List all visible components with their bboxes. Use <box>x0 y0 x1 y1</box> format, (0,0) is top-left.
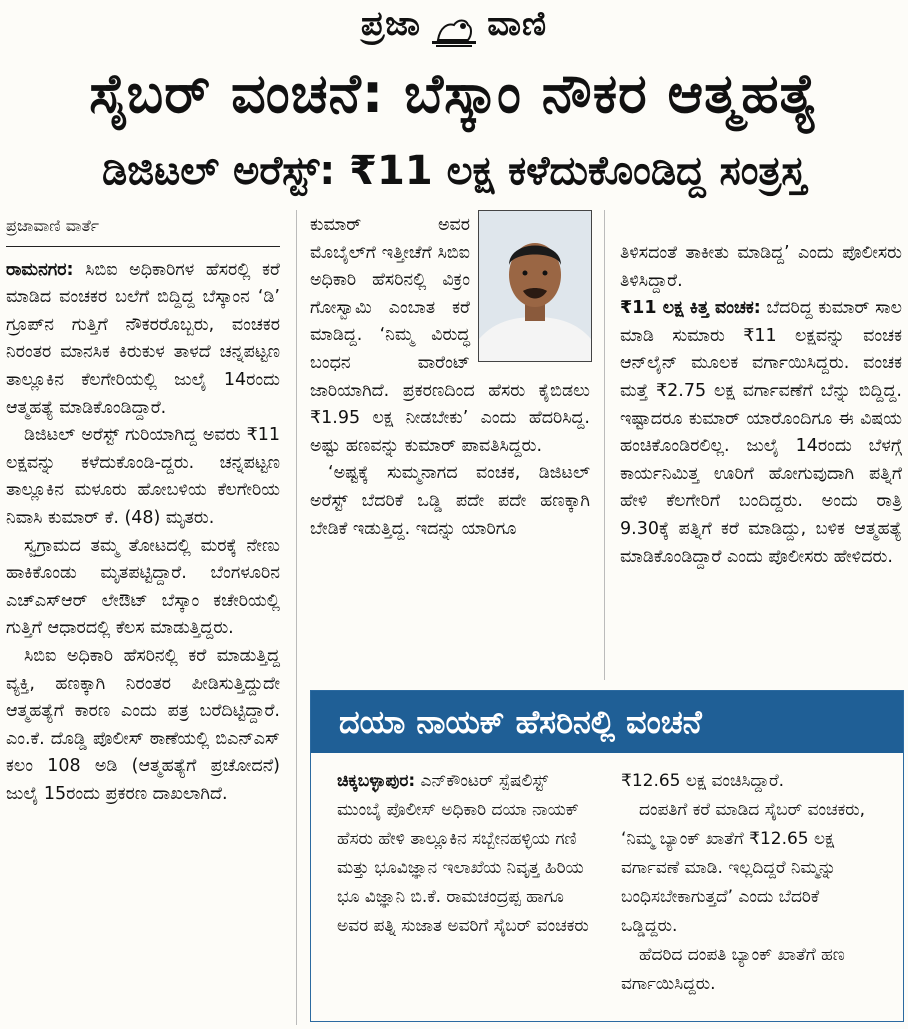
article-column-1 <box>6 212 280 808</box>
paragraph <box>620 295 902 571</box>
paragraph: ‘ಅಷ್ಟಕ್ಕೆ ಸುಮ್ಮನಾಗದ ವಂಚಕ, ಡಿಜಿಟಲ್ ಅರೆಸ್ಟ್ ಬೆದರಿಕೆ ಒಡ್ಡಿ ಪದೇ ಪದೇ ಹಣಕ್ಕಾಗಿ ಬೇಡಿಕೆ ಇಡುತ್ತಿದ್ದ. ಇದನ್ನು ಯಾರಿಗೂ <box>310 463 590 539</box>
paragraph-text: ಸಿಬಿಐ ಅಧಿಕಾರಿಗಳ ಹೆಸರಲ್ಲಿ ಕರೆ ಮಾಡಿದ ವಂಚಕರ ಬಲೆಗೆ ಬಿದ್ದಿದ್ದ ಬೆಸ್ಕಾಂನ ‘ಡಿ’ ಗ್ರೂಪ್‌ನ ಗುತ್ತಿಗೆ ನೌಕರರೊಬ್ಬರು, ವಂಚಕರ ನಿರಂತರ ಮಾನಸಿಕ ಕಿರುಕುಳ ತಾಳದೆ ಚನ್ನಪಟ್ಟಣ ತಾಲ್ಲೂಕಿನ ಕೆಲಗೇರಿಯಲ್ಲಿ ಜುಲೈ 14ರಂದು ಆತ್ಮಹತ್ಯೆ ಮಾಡಿಕೊಂಡಿದ್ದಾರೆ. <box>6 259 280 418</box>
paragraph: ಡಿಜಿಟಲ್ ಅರೆಸ್ಟ್ ಗುರಿಯಾಗಿದ್ದ ಅವರು ₹11 ಲಕ್ಷವನ್ನು ಕಳೆದುಕೊಂಡಿ-ದ್ದರು. ಚನ್ನಪಟ್ಟಣ ತಾಲ್ಲೂಕಿನ ಮಳೂರು ಹೋಬಳಿಯ ಕೆಲಗೇರಿಯ ನಿವಾಸಿ ಕುಮಾರ್ ಕೆ. (48) ಮೃತರು. <box>6 425 280 528</box>
byline: ಪ್ರಜಾವಾಣಿ ವಾರ್ತೆ <box>6 212 280 247</box>
person-portrait-icon <box>479 211 591 361</box>
headline: ಸೈಬರ್ ವಂಚನೆ: ಬೆಸ್ಕಾಂ ನೌಕರ ಆತ್ಮಹತ್ಯೆ <box>89 62 819 125</box>
masthead-left: ಪ್ರಜಾ <box>360 4 422 44</box>
sidebar-story-box <box>310 690 904 1022</box>
paragraph: ಕುಮಾರ್ ಅವರ ಮೊಬೈಲ್‌ಗೆ ಇತ್ತೀಚೆಗೆ ಸಿಬಿಐ ಅಧಿಕಾರಿ ಹೆಸರಿನಲ್ಲಿ ವಿಕ್ರಂ ಗೋಸ್ವಾಮಿ ಎಂಬಾತ ಕರೆ ಮಾಡಿದ್ದ. ‘ನಿಮ್ಮ ವಿರುದ್ಧ ಬಂಧನ ವಾರೆಂಟ್ ಜಾರಿಯಾಗಿದೆ. ಪ್ರಕರಣದಿಂದ ಹೆಸರು ಕೈಬಿಡಲು ₹1.95 ಲಕ್ಷ ನೀಡಬೇಕು’ ಎಂದು ಹೆದರಿಸಿದ್ದ. ಅಷ್ಟು ಹಣವನ್ನು ಕುಮಾರ್ ಪಾವತಿಸಿದ್ದರು. <box>310 215 590 456</box>
paragraph: ₹12.65 ಲಕ್ಷ ವಂಚಿಸಿದ್ದಾರೆ. <box>621 771 785 791</box>
masthead <box>0 0 908 52</box>
box-title: ದಯಾ ನಾಯಕ್ ಹೆಸರಿನಲ್ಲಿ ವಂಚನೆ <box>311 691 903 753</box>
paragraph: ದಂಪತಿಗೆ ಕರೆ ಮಾಡಿದ ಸೈಬರ್ ವಂಚಕರು, ‘ನಿಮ್ಮ ಬ್ಯಾಂಕ್ ಖಾತೆಗೆ ₹12.65 ಲಕ್ಷ ವರ್ಗಾವಣೆ ಮಾಡಿ. ಇಲ್ಲದಿದ್ದರೆ ನಿಮ್ಮನ್ನು ಬಂಧಿಸಬೇಕಾಗುತ್ತದೆ’ ಎಂದು ಬೆದರಿಕೆ ಒಡ್ಡಿದ್ದರು. <box>621 800 866 936</box>
dateline: ಚಿಕ್ಕಬಳ್ಳಾಪುರ: <box>337 771 416 791</box>
subheadline: ಡಿಜಿಟಲ್ ಅರೆಸ್ಟ್: ₹11 ಲಕ್ಷ ಕಳೆದುಕೊಂಡಿದ್ದ ಸಂತ್ರಸ್ತ <box>102 148 806 194</box>
subheading: ₹11 ಲಕ್ಷ ಕಿತ್ತ ವಂಚಕ: <box>620 298 761 319</box>
paragraph-text: ಎನ್‌ಕೌಂಟರ್ ಸ್ಪೆಷಲಿಸ್ಟ್ ಮುಂಬೈ ಪೊಲೀಸ್ ಅಧಿಕಾರಿ ದಯಾ ನಾಯಕ್ ಹೆಸರು ಹೇಳಿ ತಾಲ್ಲೂಕಿನ ಸಬ್ಬೇನಹಳ್ಳಿಯ ಗಣಿ ಮತ್ತು ಭೂವಿಜ್ಞಾನ ಇಲಾಖೆಯ ನಿವೃತ್ತ ಹಿರಿಯ ಭೂ ವಿಜ್ಞಾನಿ ಬಿ.ಕೆ. ರಾಮಚಂದ್ರಪ್ಪ ಹಾಗೂ ಅವರ ಪತ್ನಿ ಸುಜಾತ ಅವರಿಗೆ ಸೈಬರ್ ವಂಚಕರು <box>337 771 589 936</box>
box-column-right <box>621 767 881 999</box>
paragraph <box>6 257 280 423</box>
masthead-right: ವಾಣಿ <box>487 4 548 44</box>
paragraph: ಹೆದರಿದ ದಂಪತಿ ಬ್ಯಾಂಕ್ ಖಾತೆಗೆ ಹಣ ವರ್ಗಾಯಿಸಿದ್ದರು. <box>621 945 845 994</box>
victim-photo <box>478 210 592 362</box>
column-divider <box>604 210 605 680</box>
dateline: ರಾಮನಗರ: <box>6 259 74 280</box>
article-column-3 <box>620 240 902 571</box>
paragraph: ತಿಳಿಸದಂತೆ ತಾಕೀತು ಮಾಡಿದ್ದ’ ಎಂದು ಪೊಲೀಸರು ತಿಳಿಸಿದ್ದಾರೆ. <box>620 243 902 291</box>
paragraph: ಸಿಬಿಐ ಅಧಿಕಾರಿ ಹೆಸರಿನಲ್ಲಿ ಕರೆ ಮಾಡುತ್ತಿದ್ದ ವ್ಯಕ್ತಿ, ಹಣಕ್ಕಾಗಿ ನಿರಂತರ ಪೀಡಿಸುತ್ತಿದ್ದುದೇ ಆತ್ಮಹತ್ಯೆಗೆ ಕಾರಣ ಎಂದು ಪತ್ರ ಬರೆದಿಟ್ಟಿದ್ದಾರೆ. ಎಂ.ಕೆ. ದೊಡ್ಡಿ ಪೊಲೀಸ್ ಠಾಣೆಯಲ್ಲಿ ಬಿಎನ್‌ಎಸ್ ಕಲಂ 108 ಅಡಿ (ಆತ್ಮಹತ್ಯೆಗೆ ಪ್ರಚೋದನೆ) ಜುಲೈ 15ರಂದು ಪ್ರಕರಣ ದಾಖಲಾಗಿದೆ. <box>6 645 280 804</box>
paragraph-text: ಬೆದರಿದ್ದ ಕುಮಾರ್ ಸಾಲ ಮಾಡಿ ಸುಮಾರು ₹11 ಲಕ್ಷವನ್ನು ವಂಚಕ ಆನ್‌ಲೈನ್ ಮೂಲಕ ವರ್ಗಾಯಿಸಿದ್ದರು. ವಂಚಕ ಮತ್ತೆ ₹2.75 ಲಕ್ಷ ವರ್ಗಾವಣೆಗೆ ಬೆನ್ನು ಬಿದ್ದಿದ್ದ. ಇಷ್ಟಾದರೂ ಕುಮಾರ್ ಯಾರೊಂದಿಗೂ ಈ ವಿಷಯ ಹಂಚಿಕೊಂಡಿರಲಿಲ್ಲ. ಜುಲೈ 14ರಂದು ಬೆಳಗ್ಗೆ ಕಾರ್ಯನಿಮಿತ್ತ ಊರಿಗೆ ಹೋಗುವುದಾಗಿ ಪತ್ನಿಗೆ ಹೇಳಿ ಕೆಲಗೇರಿಗೆ ಬಂದಿದ್ದರು. ಅಂದು ರಾತ್ರಿ 9.30ಕ್ಕೆ ಪತ್ನಿಗೆ ಕರೆ ಮಾಡಿದ್ದು, ಬಳಿಕ ಆತ್ಮಹತ್ಯೆ ಮಾಡಿಕೊಂಡಿದ್ದಾರೆ ಎಂದು ಪೊಲೀಸರು ಹೇಳಿದರು. <box>620 298 902 567</box>
paragraph: ಸ್ವಗ್ರಾಮದ ತಮ್ಮ ತೋಟದಲ್ಲಿ ಮರಕ್ಕೆ ನೇಣು ಹಾಕಿಕೊಂಡು ಮೃತಪಟ್ಟಿದ್ದಾರೆ. ಬೆಂಗಳೂರಿನ ಎಚ್‌ಎಸ್‌ಆರ್ ಲೇಔಟ್ ಬೆಸ್ಕಾಂ ಕಚೇರಿಯಲ್ಲಿ ಗುತ್ತಿಗೆ ಆಧಾರದಲ್ಲಿ ಕೆಲಸ ಮಾಡುತ್ತಿದ್ದರು. <box>6 535 280 639</box>
box-column-left <box>337 767 597 941</box>
column-divider <box>296 210 297 1025</box>
lion-emblem-icon <box>430 13 478 49</box>
